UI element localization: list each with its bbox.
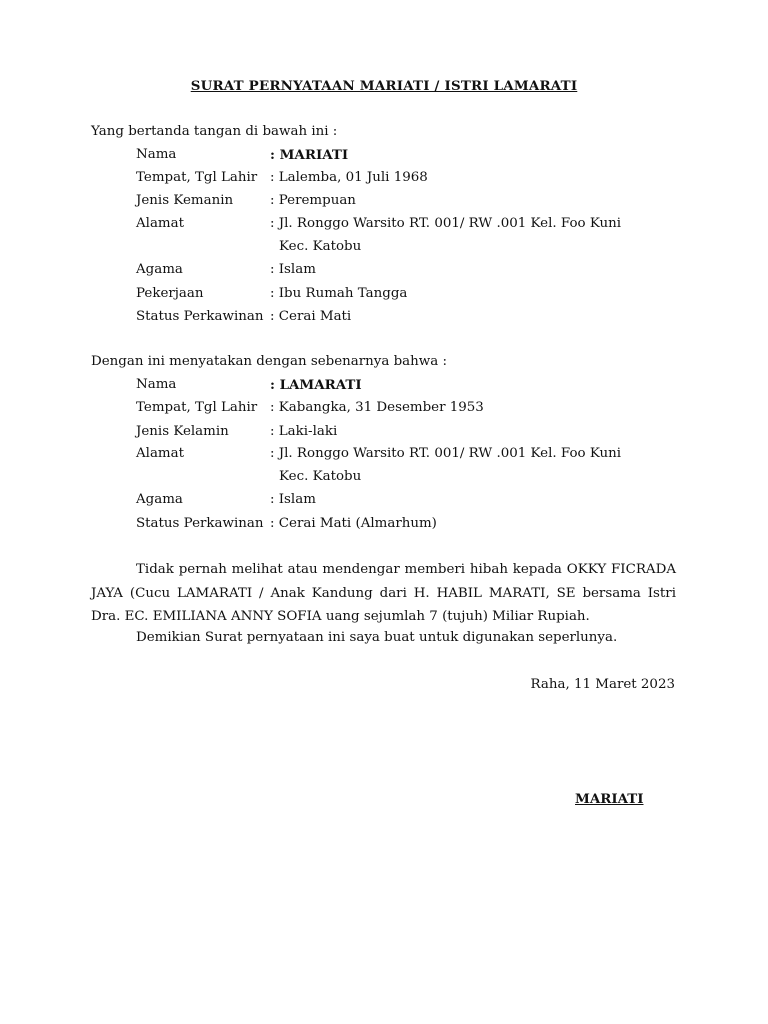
person2-name-value: : LAMARATI [270, 377, 362, 393]
person2-religion-label: Agama [136, 492, 183, 507]
person2-gender-value: : Laki-laki [270, 424, 338, 439]
person2-birth-label: Tempat, Tgl Lahir [136, 400, 258, 415]
person1-marital-label: Status Perkawinan [136, 309, 264, 324]
person1-birth-label: Tempat, Tgl Lahir [136, 170, 258, 185]
person2-address-continuation: Kec. Katobu [279, 469, 362, 484]
person2-birth-value: : Kabangka, 31 Desember 1953 [270, 400, 484, 415]
person1-gender-value: : Perempuan [270, 193, 356, 208]
person1-birth-value: : Lalemba, 01 Juli 1968 [270, 170, 428, 185]
person1-religion-label: Agama [136, 262, 183, 277]
person1-name-label: Nama [136, 147, 177, 162]
person2-name-label: Nama [136, 377, 177, 392]
intro-statement: Yang bertanda tangan di bawah ini : [91, 124, 338, 139]
person2-marital-value: : Cerai Mati (Almarhum) [270, 516, 437, 531]
person1-name-value: : MARIATI [270, 147, 349, 163]
person2-gender-label: Jenis Kelamin [136, 424, 229, 439]
person2-address-value: : Jl. Ronggo Warsito RT. 001/ RW .001 Kel. Foo Kuni [270, 446, 622, 461]
closing-paragraph: Demikian Surat pernyataan ini saya buat untuk digunakan seperlunya. [136, 630, 618, 645]
person1-address-value: : Jl. Ronggo Warsito RT. 001/ RW .001 Kel. Foo Kuni [270, 216, 622, 231]
document-title: SURAT PERNYATAAN MARIATI / ISTRI LAMARATI [190, 78, 578, 94]
person2-marital-label: Status Perkawinan [136, 516, 264, 531]
person1-occupation-value: : Ibu Rumah Tangga [270, 286, 408, 301]
declaration-intro: Dengan ini menyatakan dengan sebenarnya bahwa : [91, 354, 447, 369]
statement-paragraph: Tidak pernah melihat atau mendengar memberi hibah kepada OKKY FICRADA JAYA (Cucu LAMARATI / Anak Kandung dari H. HABIL MARATI, SE bersama Istri Dra. EC. EMILIANA ANNY SOFIA uang sejumlah 7 (tujuh) Miliar Rupiah. [91, 562, 676, 624]
place-and-date: Raha, 11 Maret 2023 [530, 677, 675, 692]
person1-occupation-label: Pekerjaan [136, 286, 204, 301]
person1-address-label: Alamat [136, 216, 184, 231]
person2-address-label: Alamat [136, 446, 184, 461]
person1-gender-label: Jenis Kemanin [136, 193, 234, 208]
person1-religion-value: : Islam [270, 262, 316, 277]
person1-address-continuation: Kec. Katobu [279, 239, 362, 254]
person1-marital-value: : Cerai Mati [270, 309, 352, 324]
person2-religion-value: : Islam [270, 492, 316, 507]
signer-name: MARIATI [575, 791, 644, 807]
